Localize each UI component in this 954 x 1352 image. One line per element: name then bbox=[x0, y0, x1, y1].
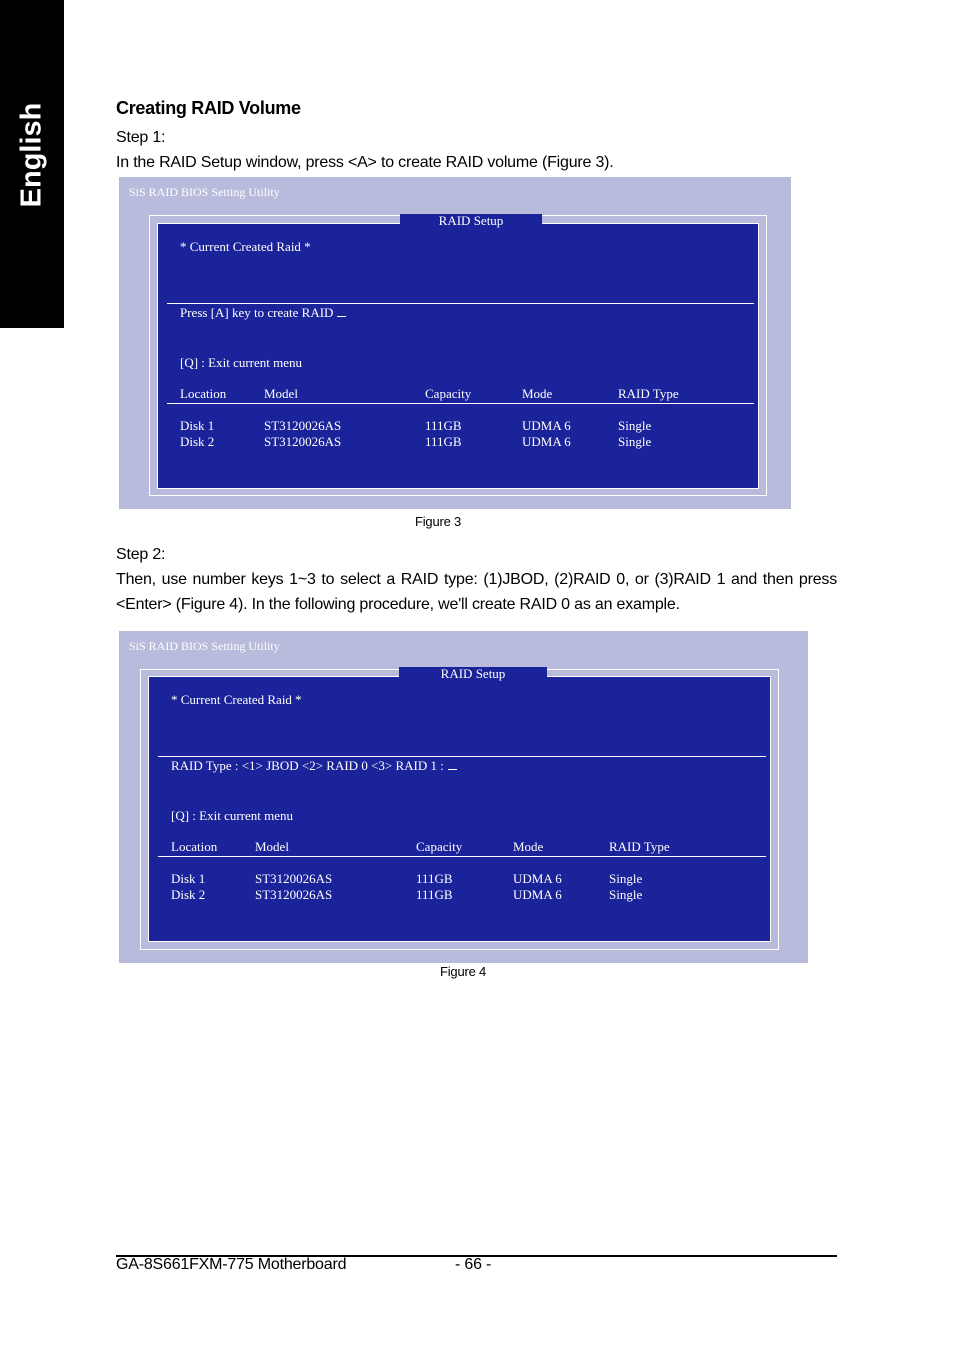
figure4-row1-location: Disk 1 bbox=[171, 871, 206, 886]
figure3-row1-location: Disk 1 bbox=[180, 418, 215, 433]
figure4-prompt-text: RAID Type : <1> JBOD <2> RAID 0 <3> RAID 1 : bbox=[171, 758, 444, 773]
figure4-row2-model: ST3120026AS bbox=[255, 887, 333, 902]
step2-label: Step 2: bbox=[116, 546, 166, 563]
figure3-row1-mode: UDMA 6 bbox=[522, 418, 571, 433]
text-cursor-icon bbox=[337, 306, 346, 317]
figure3-col-location: Location bbox=[180, 386, 227, 401]
figure3-col-raid-type: RAID Type bbox=[618, 386, 679, 401]
figure3-divider-header bbox=[167, 403, 754, 404]
figure3-caption: Figure 3 bbox=[415, 514, 462, 529]
figure4-utility-title: SiS RAID BIOS Setting Utility bbox=[129, 639, 280, 653]
figure4-row2-capacity: 111GB bbox=[416, 887, 453, 902]
figure3-screen bbox=[119, 177, 791, 509]
step2-text: Then, use number keys 1~3 to select a RAID type: (1)JBOD, (2)RAID 0, or (3)RAID 1 and then press <Enter> (Figure 4). In the following procedure, we'll create RAID 0 as an example. bbox=[116, 571, 837, 613]
figure3-exit-hint: [Q] : Exit current menu bbox=[180, 355, 303, 370]
figure3-prompt bbox=[180, 305, 346, 321]
figure4-col-model: Model bbox=[255, 839, 289, 854]
figure3-row2-model: ST3120026AS bbox=[264, 434, 342, 449]
figure3-col-mode: Mode bbox=[522, 386, 553, 401]
figure4-raid-setup-tab: RAID Setup bbox=[399, 667, 547, 679]
step1-text: In the RAID Setup window, press <A> to create RAID volume (Figure 3). bbox=[116, 154, 614, 171]
figure4-col-raid-type: RAID Type bbox=[609, 839, 670, 854]
figure3-row1-model: ST3120026AS bbox=[264, 418, 342, 433]
figure3-row2-raid-type: Single bbox=[618, 434, 652, 449]
text-cursor-icon bbox=[448, 759, 457, 770]
figure4-col-mode: Mode bbox=[513, 839, 544, 854]
section-heading: Creating RAID Volume bbox=[116, 98, 301, 118]
figure3-row2-location: Disk 2 bbox=[180, 434, 215, 449]
figure4-row1-capacity: 111GB bbox=[416, 871, 453, 886]
figure3-row2-capacity: 111GB bbox=[425, 434, 462, 449]
figure4-col-location: Location bbox=[171, 839, 218, 854]
figure4-row1-mode: UDMA 6 bbox=[513, 871, 562, 886]
figure3-utility-title: SiS RAID BIOS Setting Utility bbox=[129, 185, 280, 199]
figure4-screen bbox=[119, 631, 808, 963]
figure4-divider-top bbox=[158, 756, 766, 757]
figure3-current-raid: * Current Created Raid * bbox=[180, 239, 311, 254]
figure3-row1-raid-type: Single bbox=[618, 418, 652, 433]
step1-label: Step 1: bbox=[116, 129, 166, 146]
language-label: English bbox=[15, 102, 48, 208]
figure4-divider-header bbox=[158, 856, 766, 857]
language-side-tab bbox=[0, 0, 64, 328]
figure4-row2-raid-type: Single bbox=[609, 887, 643, 902]
figure4-prompt bbox=[171, 758, 457, 774]
figure4-col-capacity: Capacity bbox=[416, 839, 463, 854]
figure4-raid-panel bbox=[148, 676, 771, 942]
figure3-col-capacity: Capacity bbox=[425, 386, 472, 401]
figure3-row1-capacity: 111GB bbox=[425, 418, 462, 433]
figure4-exit-hint: [Q] : Exit current menu bbox=[171, 808, 294, 823]
figure4-row2-mode: UDMA 6 bbox=[513, 887, 562, 902]
figure3-prompt-text: Press [A] key to create RAID bbox=[180, 305, 334, 320]
figure3-row2-mode: UDMA 6 bbox=[522, 434, 571, 449]
figure3-raid-setup-tab: RAID Setup bbox=[400, 214, 542, 226]
figure4-row1-raid-type: Single bbox=[609, 871, 643, 886]
footer-product-name: GA-8S661FXM-775 Motherboard bbox=[116, 1256, 347, 1273]
figure3-raid-panel bbox=[157, 223, 759, 489]
figure4-row1-model: ST3120026AS bbox=[255, 871, 333, 886]
footer-page-number: - 66 - bbox=[455, 1256, 492, 1273]
figure4-current-raid: * Current Created Raid * bbox=[171, 692, 302, 707]
figure4-caption: Figure 4 bbox=[440, 964, 487, 979]
figure4-row2-location: Disk 2 bbox=[171, 887, 206, 902]
figure3-col-model: Model bbox=[264, 386, 298, 401]
figure3-divider-top bbox=[167, 303, 754, 304]
